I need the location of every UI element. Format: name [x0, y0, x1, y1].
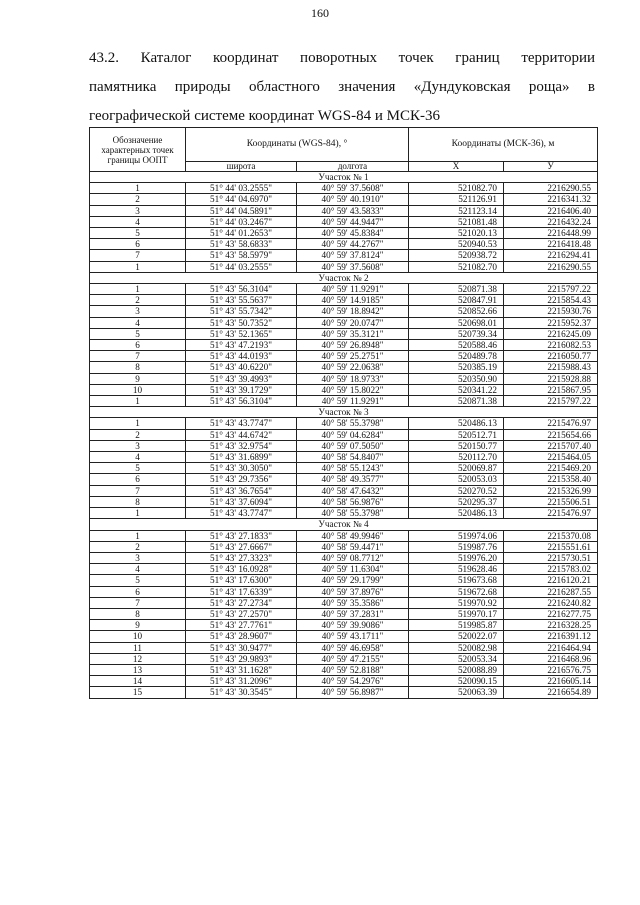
- table-row: [90, 194, 598, 205]
- x-cell: 520053.34: [409, 653, 504, 664]
- point-number-cell: 2: [90, 295, 186, 306]
- latitude-cell: 51° 43' 27.2570": [186, 608, 297, 619]
- table-row: [90, 474, 598, 485]
- x-cell: 520270.52: [409, 485, 504, 496]
- longitude-cell: 40° 59' 37.8976": [297, 586, 409, 597]
- table-row: [90, 295, 598, 306]
- x-cell: 520940.53: [409, 239, 504, 250]
- longitude-cell: 40° 59' 45.8384": [297, 228, 409, 239]
- y-cell: 2215928.88: [504, 373, 598, 384]
- longitude-cell: 40° 59' 07.5050": [297, 440, 409, 451]
- table-row: [90, 216, 598, 227]
- latitude-cell: 51° 43' 27.2734": [186, 597, 297, 608]
- x-cell: 521020.13: [409, 228, 504, 239]
- table-row: [90, 340, 598, 351]
- latitude-cell: 51° 43' 27.7761": [186, 620, 297, 631]
- longitude-cell: 40° 59' 11.9291": [297, 396, 409, 407]
- y-cell: 2216245.09: [504, 328, 598, 339]
- header-wgs84: Координаты (WGS-84), °: [186, 128, 409, 162]
- x-cell: 519976.20: [409, 552, 504, 563]
- longitude-cell: 40° 59' 44.9447": [297, 216, 409, 227]
- longitude-cell: 40° 59' 56.8987": [297, 687, 409, 698]
- table-row: [90, 552, 598, 563]
- header-point-label: Обозначение характерных точек границы ООПТ: [90, 128, 186, 172]
- table-row: [90, 597, 598, 608]
- y-cell: 2216294.41: [504, 250, 598, 261]
- x-cell: 520350.90: [409, 373, 504, 384]
- x-cell: 520847.91: [409, 295, 504, 306]
- x-cell: 520486.13: [409, 418, 504, 429]
- point-number-cell: 3: [90, 552, 186, 563]
- point-number-cell: 10: [90, 384, 186, 395]
- x-cell: 519987.76: [409, 541, 504, 552]
- latitude-cell: 51° 43' 27.1833": [186, 530, 297, 541]
- longitude-cell: 40° 59' 40.1910": [297, 194, 409, 205]
- y-cell: 2216341.32: [504, 194, 598, 205]
- table-row: [90, 608, 598, 619]
- x-cell: 520486.13: [409, 508, 504, 519]
- longitude-cell: 40° 59' 25.2751": [297, 351, 409, 362]
- section-title: Участок № 3: [90, 407, 598, 418]
- latitude-cell: 51° 43' 56.3104": [186, 284, 297, 295]
- point-number-cell: 1: [90, 284, 186, 295]
- latitude-cell: 51° 43' 56.3104": [186, 396, 297, 407]
- latitude-cell: 51° 43' 44.0193": [186, 351, 297, 362]
- x-cell: 520489.78: [409, 351, 504, 362]
- latitude-cell: 51° 43' 31.1628": [186, 664, 297, 675]
- section-title: Участок № 4: [90, 519, 598, 530]
- latitude-cell: 51° 43' 29.7356": [186, 474, 297, 485]
- heading-line-3: географической системе координат WGS-84 и МСК-36: [89, 108, 440, 124]
- table-row: [90, 261, 598, 272]
- point-number-cell: 9: [90, 620, 186, 631]
- table-row: [90, 429, 598, 440]
- y-cell: 2216050.77: [504, 351, 598, 362]
- x-cell: 520295.37: [409, 496, 504, 507]
- point-number-cell: 7: [90, 485, 186, 496]
- latitude-cell: 51° 43' 39.1729": [186, 384, 297, 395]
- x-cell: 521082.70: [409, 261, 504, 272]
- y-cell: 2215854.43: [504, 295, 598, 306]
- point-number-cell: 7: [90, 351, 186, 362]
- longitude-cell: 40° 59' 37.8124": [297, 250, 409, 261]
- longitude-cell: 40° 58' 59.4471": [297, 541, 409, 552]
- table-row: [90, 642, 598, 653]
- x-cell: 520112.70: [409, 452, 504, 463]
- latitude-cell: 51° 43' 37.6094": [186, 496, 297, 507]
- table-row: [90, 205, 598, 216]
- table-row: [90, 620, 598, 631]
- longitude-cell: 40° 58' 55.1243": [297, 463, 409, 474]
- x-cell: 520852.66: [409, 306, 504, 317]
- coordinates-table: [89, 127, 598, 699]
- table-row: [90, 485, 598, 496]
- point-number-cell: 5: [90, 575, 186, 586]
- y-cell: 2215476.97: [504, 418, 598, 429]
- section-row: [90, 519, 598, 530]
- point-number-cell: 6: [90, 340, 186, 351]
- x-cell: 520871.38: [409, 284, 504, 295]
- header-y: У: [504, 162, 598, 172]
- table-row: [90, 183, 598, 194]
- latitude-cell: 51° 43' 36.7654": [186, 485, 297, 496]
- x-cell: 520082.98: [409, 642, 504, 653]
- x-cell: 520150.77: [409, 440, 504, 451]
- longitude-cell: 40° 59' 14.9185": [297, 295, 409, 306]
- x-cell: 519985.87: [409, 620, 504, 631]
- y-cell: 2215730.51: [504, 552, 598, 563]
- latitude-cell: 51° 44' 04.5891": [186, 205, 297, 216]
- section-row: [90, 407, 598, 418]
- x-cell: 519628.46: [409, 564, 504, 575]
- latitude-cell: 51° 43' 17.6339": [186, 586, 297, 597]
- point-number-cell: 3: [90, 306, 186, 317]
- x-cell: 520341.22: [409, 384, 504, 395]
- point-number-cell: 4: [90, 564, 186, 575]
- x-cell: 519970.17: [409, 608, 504, 619]
- x-cell: 519672.68: [409, 586, 504, 597]
- x-cell: 521126.91: [409, 194, 504, 205]
- point-number-cell: 14: [90, 676, 186, 687]
- point-number-cell: 2: [90, 541, 186, 552]
- point-number-cell: 1: [90, 508, 186, 519]
- y-cell: 2216468.96: [504, 653, 598, 664]
- latitude-cell: 51° 43' 55.7342": [186, 306, 297, 317]
- y-cell: 2216464.94: [504, 642, 598, 653]
- point-number-cell: 5: [90, 328, 186, 339]
- x-cell: 520938.72: [409, 250, 504, 261]
- table-row: [90, 418, 598, 429]
- latitude-cell: 51° 43' 28.9607": [186, 631, 297, 642]
- x-cell: 520063.39: [409, 687, 504, 698]
- point-number-cell: 1: [90, 261, 186, 272]
- point-number-cell: 3: [90, 440, 186, 451]
- point-number-cell: 4: [90, 216, 186, 227]
- x-cell: 520871.38: [409, 396, 504, 407]
- latitude-cell: 51° 43' 39.4993": [186, 373, 297, 384]
- point-number-cell: 12: [90, 653, 186, 664]
- longitude-cell: 40° 58' 49.3577": [297, 474, 409, 485]
- x-cell: 520739.34: [409, 328, 504, 339]
- table-row: [90, 328, 598, 339]
- y-cell: 2215464.05: [504, 452, 598, 463]
- y-cell: 2215783.02: [504, 564, 598, 575]
- longitude-cell: 40° 59' 35.3121": [297, 328, 409, 339]
- longitude-cell: 40° 59' 11.9291": [297, 284, 409, 295]
- y-cell: 2215506.51: [504, 496, 598, 507]
- y-cell: 2215326.99: [504, 485, 598, 496]
- x-cell: 520588.46: [409, 340, 504, 351]
- y-cell: 2216406.40: [504, 205, 598, 216]
- latitude-cell: 51° 43' 43.7747": [186, 418, 297, 429]
- longitude-cell: 40° 59' 18.8942": [297, 306, 409, 317]
- table-row: [90, 496, 598, 507]
- longitude-cell: 40° 59' 43.5833": [297, 205, 409, 216]
- y-cell: 2215551.61: [504, 541, 598, 552]
- table-row: [90, 676, 598, 687]
- latitude-cell: 51° 44' 03.2467": [186, 216, 297, 227]
- latitude-cell: 51° 43' 30.9477": [186, 642, 297, 653]
- x-cell: 520698.01: [409, 317, 504, 328]
- table-row: [90, 463, 598, 474]
- latitude-cell: 51° 43' 17.6300": [186, 575, 297, 586]
- table-row: [90, 631, 598, 642]
- point-number-cell: 1: [90, 418, 186, 429]
- x-cell: 520088.89: [409, 664, 504, 675]
- latitude-cell: 51° 43' 32.9754": [186, 440, 297, 451]
- table-row: [90, 564, 598, 575]
- header-msk36: Координаты (МСК-36), м: [409, 128, 598, 162]
- latitude-cell: 51° 43' 58.5979": [186, 250, 297, 261]
- x-cell: 520090.15: [409, 676, 504, 687]
- table-row: [90, 440, 598, 451]
- latitude-cell: 51° 44' 03.2555": [186, 261, 297, 272]
- table-row: [90, 530, 598, 541]
- point-number-cell: 6: [90, 586, 186, 597]
- latitude-cell: 51° 43' 52.1365": [186, 328, 297, 339]
- header-longitude: долгота: [297, 162, 409, 172]
- table-row: [90, 317, 598, 328]
- longitude-cell: 40° 59' 22.0638": [297, 362, 409, 373]
- longitude-cell: 40° 59' 46.6958": [297, 642, 409, 653]
- table-row: [90, 508, 598, 519]
- longitude-cell: 40° 59' 29.1799": [297, 575, 409, 586]
- latitude-cell: 51° 43' 55.5637": [186, 295, 297, 306]
- point-number-cell: 1: [90, 183, 186, 194]
- table-row: [90, 284, 598, 295]
- x-cell: 520512.71: [409, 429, 504, 440]
- table-row: [90, 586, 598, 597]
- point-number-cell: 2: [90, 429, 186, 440]
- latitude-cell: 51° 43' 58.6833": [186, 239, 297, 250]
- x-cell: 519673.68: [409, 575, 504, 586]
- y-cell: 2216290.55: [504, 183, 598, 194]
- longitude-cell: 40° 59' 37.2831": [297, 608, 409, 619]
- point-number-cell: 13: [90, 664, 186, 675]
- point-number-cell: 9: [90, 373, 186, 384]
- longitude-cell: 40° 59' 47.2155": [297, 653, 409, 664]
- point-number-cell: 5: [90, 463, 186, 474]
- table-row: [90, 373, 598, 384]
- latitude-cell: 51° 43' 40.6220": [186, 362, 297, 373]
- y-cell: 2215988.43: [504, 362, 598, 373]
- point-number-cell: 15: [90, 687, 186, 698]
- longitude-cell: 40° 59' 04.6284": [297, 429, 409, 440]
- longitude-cell: 40° 58' 55.3798": [297, 418, 409, 429]
- table-row: [90, 575, 598, 586]
- y-cell: 2215469.20: [504, 463, 598, 474]
- latitude-cell: 51° 44' 04.6970": [186, 194, 297, 205]
- latitude-cell: 51° 43' 31.6899": [186, 452, 297, 463]
- latitude-cell: 51° 44' 03.2555": [186, 183, 297, 194]
- y-cell: 2215867.95: [504, 384, 598, 395]
- heading-line-1: 43.2. Каталог координат поворотных точек границ территории: [89, 50, 595, 66]
- x-cell: 521082.70: [409, 183, 504, 194]
- y-cell: 2215358.40: [504, 474, 598, 485]
- section-row: [90, 172, 598, 183]
- table-row: [90, 396, 598, 407]
- point-number-cell: 1: [90, 530, 186, 541]
- x-cell: 521123.14: [409, 205, 504, 216]
- section-title: Участок № 1: [90, 172, 598, 183]
- longitude-cell: 40° 58' 55.3798": [297, 508, 409, 519]
- point-number-cell: 7: [90, 597, 186, 608]
- longitude-cell: 40° 58' 47.6432": [297, 485, 409, 496]
- longitude-cell: 40° 59' 35.3586": [297, 597, 409, 608]
- longitude-cell: 40° 59' 37.5608": [297, 183, 409, 194]
- table-row: [90, 384, 598, 395]
- latitude-cell: 51° 43' 50.7352": [186, 317, 297, 328]
- table-body: [90, 172, 598, 699]
- point-number-cell: 10: [90, 631, 186, 642]
- table-row: [90, 250, 598, 261]
- section-title: Участок № 2: [90, 272, 598, 283]
- longitude-cell: 40° 59' 52.8188": [297, 664, 409, 675]
- point-number-cell: 5: [90, 228, 186, 239]
- y-cell: 2216120.21: [504, 575, 598, 586]
- longitude-cell: 40° 59' 20.0747": [297, 317, 409, 328]
- x-cell: 521081.48: [409, 216, 504, 227]
- y-cell: 2216605.14: [504, 676, 598, 687]
- x-cell: 519970.92: [409, 597, 504, 608]
- y-cell: 2216328.25: [504, 620, 598, 631]
- table-row: [90, 306, 598, 317]
- longitude-cell: 40° 59' 08.7712": [297, 552, 409, 563]
- longitude-cell: 40° 58' 54.8407": [297, 452, 409, 463]
- longitude-cell: 40° 59' 26.8948": [297, 340, 409, 351]
- y-cell: 2216082.53: [504, 340, 598, 351]
- y-cell: 2215952.37: [504, 317, 598, 328]
- latitude-cell: 51° 43' 27.6667": [186, 541, 297, 552]
- table-row: [90, 541, 598, 552]
- y-cell: 2215654.66: [504, 429, 598, 440]
- latitude-cell: 51° 43' 29.9893": [186, 653, 297, 664]
- point-number-cell: 8: [90, 608, 186, 619]
- x-cell: 520069.87: [409, 463, 504, 474]
- table-row: [90, 239, 598, 250]
- header-latitude: широта: [186, 162, 297, 172]
- latitude-cell: 51° 43' 16.0928": [186, 564, 297, 575]
- table-row: [90, 228, 598, 239]
- x-cell: 520385.19: [409, 362, 504, 373]
- x-cell: 519974.06: [409, 530, 504, 541]
- longitude-cell: 40° 58' 49.9946": [297, 530, 409, 541]
- point-number-cell: 6: [90, 474, 186, 485]
- latitude-cell: 51° 43' 44.6742": [186, 429, 297, 440]
- point-number-cell: 11: [90, 642, 186, 653]
- y-cell: 2216287.55: [504, 586, 598, 597]
- longitude-cell: 40° 59' 37.5608": [297, 261, 409, 272]
- table-row: [90, 687, 598, 698]
- table-row: [90, 351, 598, 362]
- y-cell: 2216277.75: [504, 608, 598, 619]
- longitude-cell: 40° 59' 43.1711": [297, 631, 409, 642]
- point-number-cell: 6: [90, 239, 186, 250]
- longitude-cell: 40° 59' 18.9733": [297, 373, 409, 384]
- longitude-cell: 40° 59' 15.8022": [297, 384, 409, 395]
- section-row: [90, 272, 598, 283]
- table-row: [90, 362, 598, 373]
- y-cell: 2216391.12: [504, 631, 598, 642]
- point-number-cell: 8: [90, 496, 186, 507]
- y-cell: 2215930.76: [504, 306, 598, 317]
- y-cell: 2215370.08: [504, 530, 598, 541]
- latitude-cell: 51° 44' 01.2653": [186, 228, 297, 239]
- y-cell: 2216418.48: [504, 239, 598, 250]
- y-cell: 2215707.40: [504, 440, 598, 451]
- table-row: [90, 452, 598, 463]
- x-cell: 520022.07: [409, 631, 504, 642]
- longitude-cell: 40° 59' 44.2767": [297, 239, 409, 250]
- latitude-cell: 51° 43' 43.7747": [186, 508, 297, 519]
- longitude-cell: 40° 59' 11.6304": [297, 564, 409, 575]
- x-cell: 520053.03: [409, 474, 504, 485]
- y-cell: 2216576.75: [504, 664, 598, 675]
- y-cell: 2215797.22: [504, 284, 598, 295]
- y-cell: 2216240.82: [504, 597, 598, 608]
- latitude-cell: 51° 43' 31.2096": [186, 676, 297, 687]
- y-cell: 2216290.55: [504, 261, 598, 272]
- point-number-cell: 7: [90, 250, 186, 261]
- latitude-cell: 51° 43' 47.2193": [186, 340, 297, 351]
- table-row: [90, 664, 598, 675]
- latitude-cell: 51° 43' 30.3050": [186, 463, 297, 474]
- latitude-cell: 51° 43' 27.3323": [186, 552, 297, 563]
- y-cell: 2216432.24: [504, 216, 598, 227]
- y-cell: 2216448.99: [504, 228, 598, 239]
- longitude-cell: 40° 59' 39.9086": [297, 620, 409, 631]
- longitude-cell: 40° 59' 54.2976": [297, 676, 409, 687]
- y-cell: 2216654.89: [504, 687, 598, 698]
- point-number-cell: 1: [90, 396, 186, 407]
- heading-line-2: памятника природы областного значения «Дундуковская роща» в: [89, 79, 595, 95]
- y-cell: 2215797.22: [504, 396, 598, 407]
- point-number-cell: 4: [90, 452, 186, 463]
- point-number-cell: 2: [90, 194, 186, 205]
- y-cell: 2215476.97: [504, 508, 598, 519]
- point-number-cell: 4: [90, 317, 186, 328]
- longitude-cell: 40° 58' 56.9876": [297, 496, 409, 507]
- page-number: 160: [311, 6, 329, 20]
- table-row: [90, 653, 598, 664]
- latitude-cell: 51° 43' 30.3545": [186, 687, 297, 698]
- point-number-cell: 8: [90, 362, 186, 373]
- point-number-cell: 3: [90, 205, 186, 216]
- header-x: X: [409, 162, 504, 172]
